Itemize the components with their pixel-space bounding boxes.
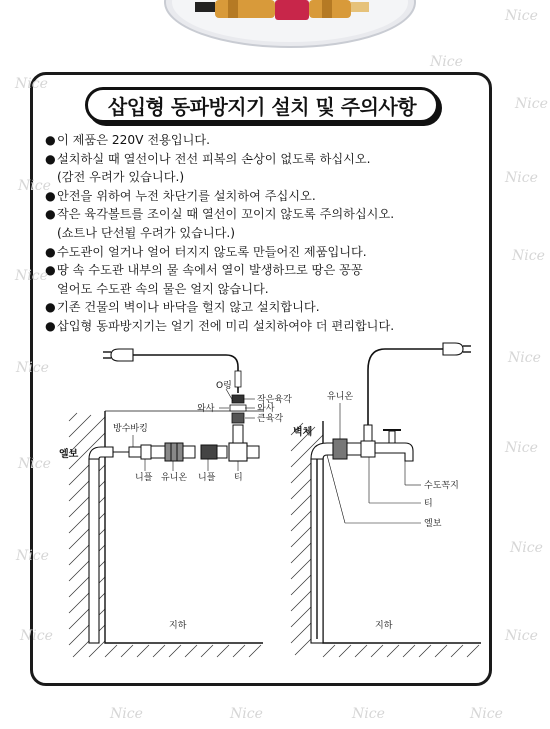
watermark-text: Nice bbox=[16, 360, 49, 376]
bullet-icon: ● bbox=[45, 133, 56, 147]
watermark-text: Nice bbox=[505, 628, 538, 644]
watermark-text: Nice bbox=[512, 248, 545, 264]
label-nipple-1: 니플 bbox=[135, 473, 153, 483]
note-text: 안전을 위하여 누전 차단기를 설치하여 주십시오. bbox=[57, 188, 316, 203]
right-diagram bbox=[291, 343, 481, 657]
note-text: 작은 육각볼트를 조이실 때 열선이 꼬이지 않도록 주의하십시오. bbox=[57, 207, 395, 222]
bullet-icon: ● bbox=[45, 244, 56, 259]
label-tee-left: 티 bbox=[234, 473, 243, 483]
label-waterproof-packing: 방수바킹 bbox=[113, 424, 148, 434]
label-underground-left: 지하 bbox=[169, 621, 187, 631]
label-wall: 벽체 bbox=[293, 427, 313, 438]
watermark-text: Nice bbox=[15, 268, 48, 284]
watermark-text: Nice bbox=[15, 76, 48, 92]
label-underground-right: 지하 bbox=[375, 621, 393, 631]
watermark-text: Nice bbox=[505, 440, 538, 456]
page-title: 삽입형 동파방지기 설치 및 주의사항 bbox=[107, 94, 417, 119]
watermark-text: Nice bbox=[16, 548, 49, 564]
instruction-card bbox=[30, 72, 492, 686]
label-union-left: 유니온 bbox=[161, 473, 188, 483]
label-washer-left: 와사 bbox=[197, 404, 215, 414]
label-union-right: 유니온 bbox=[327, 392, 354, 402]
label-washer-right: 와사 bbox=[257, 404, 275, 414]
watermark-text: Nice bbox=[18, 178, 51, 194]
label-elbow-left: 엘보 bbox=[59, 449, 79, 460]
bullet-icon: ● bbox=[45, 263, 56, 278]
label-large-hex: 큰육각 bbox=[257, 414, 284, 424]
watermark-text: Nice bbox=[510, 540, 543, 556]
watermark-text: Nice bbox=[515, 96, 548, 112]
product-photo bbox=[0, 0, 550, 62]
watermark-text: Nice bbox=[230, 706, 263, 722]
left-diagram bbox=[59, 349, 292, 657]
note-text: 삽입형 동파방지기는 얼기 전에 미리 설치하여야 더 편리합니다. bbox=[57, 318, 395, 333]
bullet-icon: ● bbox=[45, 151, 56, 166]
note-text: 수도관이 얼거나 얼어 터지지 않도록 만들어진 제품입니다. bbox=[57, 244, 367, 259]
label-elbow-right: 엘보 bbox=[424, 519, 442, 529]
note-text: 설치하실 때 열선이나 전선 피복의 손상이 없도록 하십시오. bbox=[57, 151, 371, 166]
note-text: 기존 건물의 벽이나 바닥을 헐지 않고 설치합니다. bbox=[57, 300, 320, 315]
bullet-icon: ● bbox=[45, 207, 56, 222]
watermark-text: Nice bbox=[352, 706, 385, 722]
watermark-text: Nice bbox=[110, 706, 143, 722]
note-text: 이 제품은 220V 전용입니다. bbox=[57, 133, 211, 147]
watermark-text: Nice bbox=[470, 706, 503, 722]
label-small-hex: 작은육각 bbox=[257, 395, 292, 405]
watermark-text: Nice bbox=[430, 54, 463, 70]
watermark-text: Nice bbox=[508, 350, 541, 366]
label-faucet: 수도꼭지 bbox=[424, 481, 459, 491]
watermark-text: Nice bbox=[20, 628, 53, 644]
bullet-icon: ● bbox=[45, 300, 56, 315]
watermark-text: Nice bbox=[18, 456, 51, 472]
note-text: 땅 속 수도관 내부의 물 속에서 열이 발생하므로 땅은 꽁꽁 bbox=[57, 263, 363, 278]
bullet-icon: ● bbox=[45, 188, 56, 203]
note-text: (쇼트나 단선될 우려가 있습니다.) bbox=[57, 225, 236, 240]
label-nipple-2: 니플 bbox=[198, 473, 216, 483]
installation-diagrams bbox=[33, 75, 495, 689]
watermark-text: Nice bbox=[505, 8, 538, 24]
watermark-text: Nice bbox=[505, 170, 538, 186]
note-text: (감전 우려가 있습니다.) bbox=[57, 170, 185, 185]
note-text: 얼어도 수도관 속의 물은 얼지 않습니다. bbox=[57, 281, 269, 296]
bullet-icon: ● bbox=[45, 318, 56, 333]
label-oring: O링 bbox=[216, 381, 232, 391]
label-tee-right: 티 bbox=[424, 499, 433, 509]
